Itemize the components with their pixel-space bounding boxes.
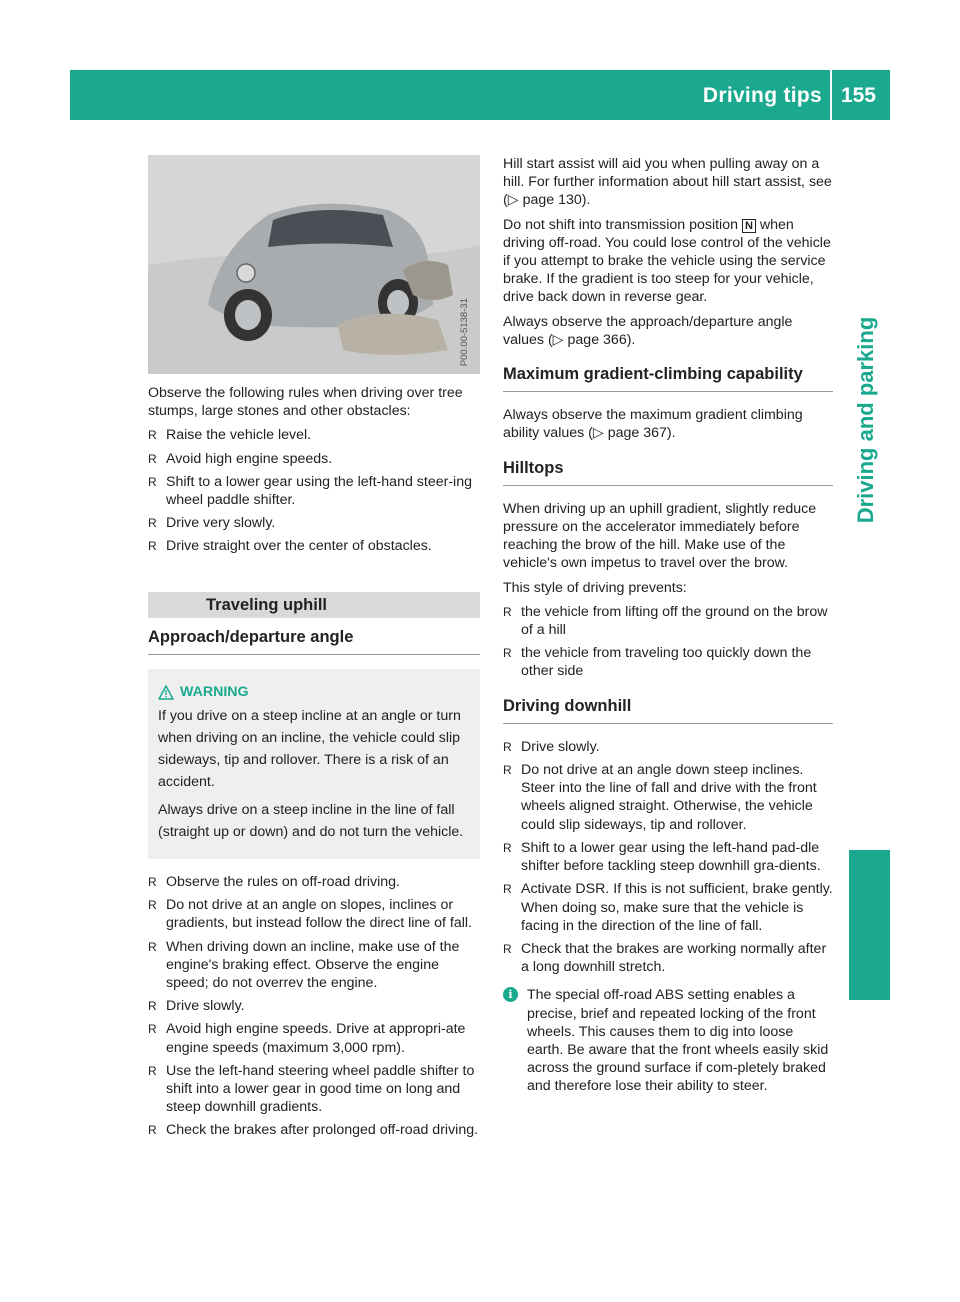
photo-reference-code: P00.00-5138-31 xyxy=(458,297,470,366)
bullet-icon: R xyxy=(503,882,512,897)
list-item: R Shift to a lower gear using the left-hand pad-dle shifter before tackling steep downhill gra-dients. xyxy=(503,839,821,875)
warning-instruction-text: Always drive on a steep incline in the line of fall (straight up or down) and do not turn the vehicle. xyxy=(158,802,464,841)
bullet-icon: R xyxy=(148,428,157,443)
prevents-intro: This style of driving prevents: xyxy=(503,579,687,596)
bullet-icon: R xyxy=(148,1022,157,1037)
list-item: R Do not drive at an angle down steep inclines. Steer into the line of fall and drive with the front wheels aligned straight. Otherwise, the vehicle could slip sideways, tip and rollover. xyxy=(503,762,817,833)
bullet-icon: R xyxy=(148,999,157,1014)
neutral-position-icon: N xyxy=(742,219,756,233)
bullet-icon: R xyxy=(148,539,157,554)
list-item: R the vehicle from traveling too quickly down the other side xyxy=(503,645,812,680)
abs-info-note: i The special off-road ABS setting enables a precise, brief and repeated locking of the front wheels. This causes them to dig into loose earth. Be aware that the front wheels easily skid across the ground surface if com-pletely braked and therefore lose their ability to steer. xyxy=(503,986,833,1095)
bullet-icon: R xyxy=(148,1123,157,1138)
list-item: R Avoid high engine speeds. Drive at appropri-ate engine speeds (maximum 3,000 rpm). xyxy=(148,1021,466,1056)
list-item: R the vehicle from lifting off the ground on the brow of a hill xyxy=(503,603,828,639)
bullet-icon: R xyxy=(503,763,512,778)
obstacles-intro: Observe the following rules when driving over tree stumps, large stones and other obstacles: xyxy=(148,385,463,420)
bullet-icon: R xyxy=(148,1063,157,1078)
hilltops-text: When driving up an uphill gradient, slightly reduce pressure on the accelerator immediately before reaching the brow of the hill. Make use of the vehicle's own impetus to travel over the brow. xyxy=(503,500,817,572)
list-item: R When driving down an incline, make use of the engine's braking effect. Observe the engine speed; do not overrev the engine. xyxy=(148,938,460,992)
heading-approach-departure-angle: Approach/departure angle xyxy=(148,628,480,655)
neutral-warning-text: Do not shift into transmission position N when driving off-road. You could lose control of the vehicle if you attempt to brake the vehicle using the service brake. If the gradient is too steep for your vehicle, drive back down in reverse gear. xyxy=(503,216,831,306)
section-title-traveling-uphill: Traveling uphill xyxy=(148,592,480,618)
bullet-icon: R xyxy=(148,875,157,890)
downhill-rules-list xyxy=(503,738,833,976)
list-item: R Drive slowly. xyxy=(148,998,245,1015)
list-item: R Drive slowly. xyxy=(503,738,600,755)
heading-driving-downhill: Driving downhill xyxy=(503,697,833,724)
uphill-rules-list xyxy=(148,873,480,1140)
page-header xyxy=(70,70,890,120)
bullet-icon: R xyxy=(503,646,512,661)
list-item: R Drive straight over the center of obstacles. xyxy=(148,538,432,555)
approach-note-text: Always observe the approach/departure angle values (▷ page 366). xyxy=(503,313,793,348)
list-item: R Use the left-hand steering wheel paddle shifter to shift into a lower gear in good time on long and steep downhill gradients. xyxy=(148,1062,475,1116)
heading-hilltops: Hilltops xyxy=(503,459,833,486)
list-item: R Check that the brakes are working normally after a long downhill stretch. xyxy=(503,940,827,976)
bullet-icon: R xyxy=(503,604,512,619)
list-item: R Raise the vehicle level. xyxy=(148,427,312,444)
list-item: R Activate DSR. If this is not sufficient, brake gently. When doing so, make sure that the vehicle is facing in the direction of the line of fall. xyxy=(503,881,833,934)
bullet-icon: R xyxy=(148,451,157,466)
side-thumb-tab xyxy=(849,850,890,1000)
chapter-title: Driving tips xyxy=(702,84,822,107)
list-item: R Check the brakes after prolonged off-road driving. xyxy=(148,1122,479,1139)
list-item: R Avoid high engine speeds. xyxy=(148,450,333,467)
suv-illustration xyxy=(148,155,480,374)
left-column xyxy=(148,155,480,1146)
bullet-icon: R xyxy=(148,939,157,954)
list-item: R Drive very slowly. xyxy=(148,515,276,532)
obstacle-rules-list xyxy=(148,426,480,555)
list-item: R Shift to a lower gear using the left-hand steer-ing wheel paddle shifter. xyxy=(148,473,472,509)
warning-triangle-icon xyxy=(158,685,174,700)
list-item: R Do not drive at an angle on slopes, inclines or gradients, but instead follow the direct line of fall. xyxy=(148,897,472,932)
max-gradient-text: Always observe the maximum gradient climbing ability values (▷ page 367). xyxy=(503,407,803,442)
bullet-icon: R xyxy=(148,516,157,531)
info-icon: i xyxy=(503,987,518,1002)
vehicle-offroad-photo xyxy=(148,155,480,374)
warning-title: WARNING xyxy=(158,681,472,703)
bullet-icon: R xyxy=(503,840,512,855)
bullet-icon: R xyxy=(148,898,157,913)
warning-risk-text: If you drive on a steep incline at an angle or turn when driving on an incline, the vehicle could slip sideways, tip and rollover. There is a risk of an accident. xyxy=(158,708,461,791)
heading-max-gradient: Maximum gradient-climbing capability xyxy=(503,365,833,392)
list-item: R Observe the rules on off-road driving. xyxy=(148,874,400,891)
page-number: 155 xyxy=(840,84,876,107)
warning-box xyxy=(148,669,480,859)
header-divider xyxy=(830,70,832,120)
side-section-label: Driving and parking xyxy=(853,316,878,524)
prevents-list xyxy=(503,603,833,681)
bullet-icon: R xyxy=(503,941,512,956)
bullet-icon: R xyxy=(148,474,157,489)
hill-start-text: Hill start assist will aid you when pulling away on a hill. For further information about hill start assist, see (▷ page 130). xyxy=(503,156,832,209)
bullet-icon: R xyxy=(503,739,512,754)
right-column xyxy=(503,155,833,1096)
